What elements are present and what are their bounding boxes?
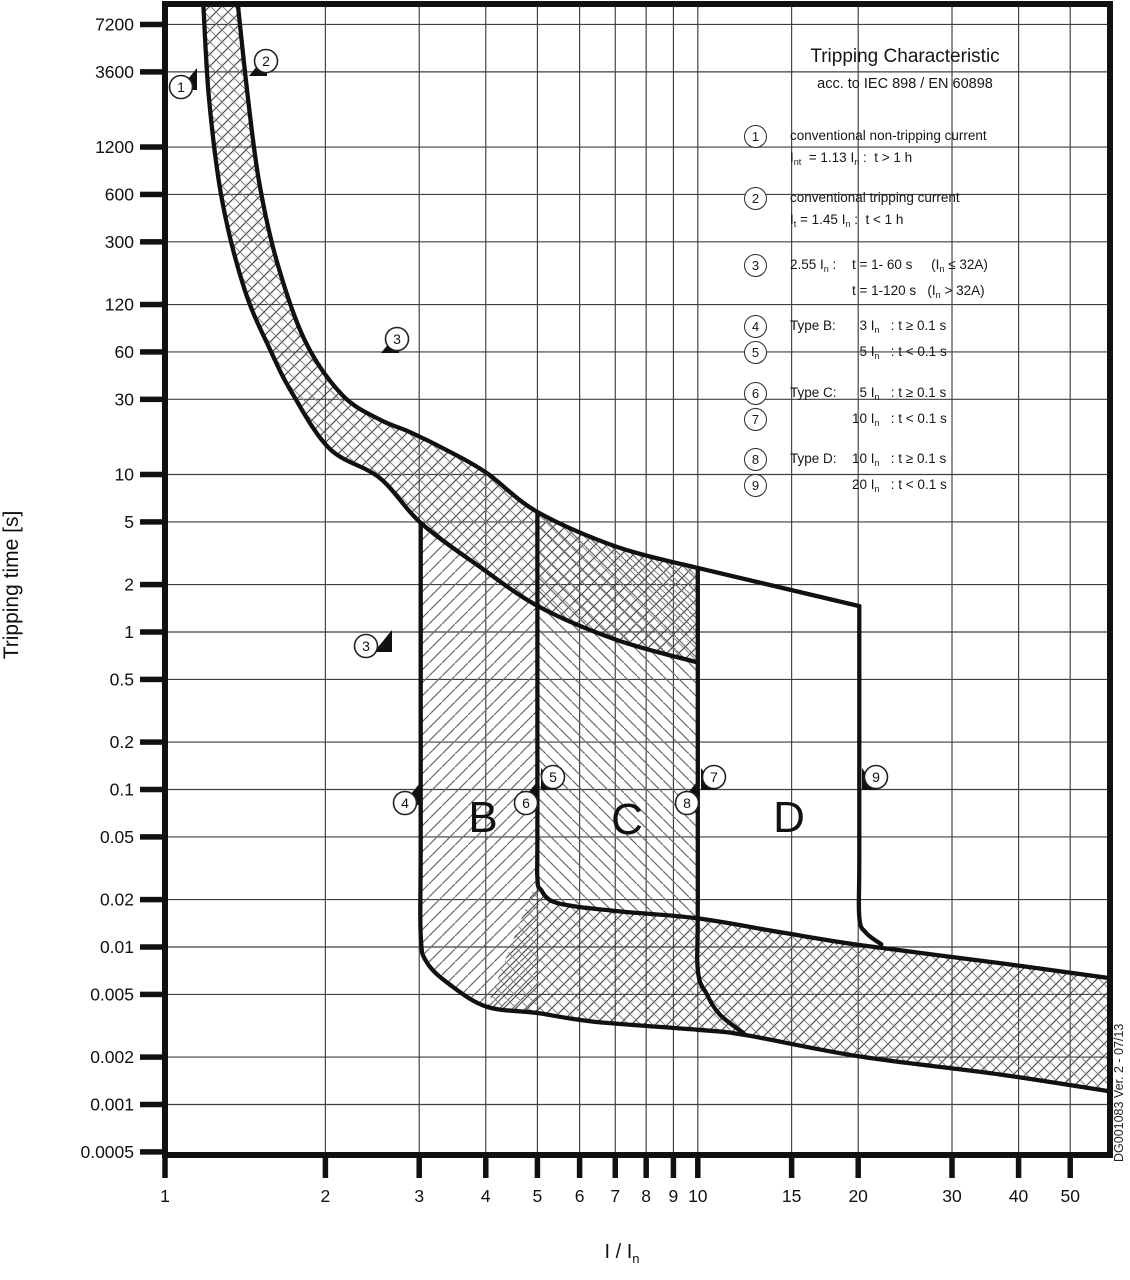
y-tick-label: 0.1 [109, 779, 134, 800]
legend-text-row-2 [790, 190, 960, 205]
text-segment: = 1.45 I [796, 212, 846, 227]
subscript: t [793, 219, 797, 229]
subscript: n [854, 157, 860, 167]
subscript: n [874, 325, 880, 335]
legend-item-number-1: 1 [744, 125, 767, 148]
y-tick-label: 300 [104, 231, 134, 252]
text-segment: conventional tripping current [790, 190, 960, 205]
legend-item-number-8: 8 [744, 448, 767, 471]
text-segment: t = 1- 60 s (I [852, 257, 940, 272]
legend-text-row-8 [852, 318, 946, 335]
marker-number-6: 6 [522, 795, 530, 811]
y-tick-label: 5 [124, 511, 134, 532]
x-tick [162, 1155, 168, 1178]
subscript: n [845, 219, 851, 229]
text-segment: : t < 1 h [850, 212, 904, 227]
x-tick [577, 1155, 583, 1178]
text-segment: t = 1-120 s (I [852, 283, 936, 298]
x-tick [1067, 1155, 1073, 1178]
y-tick-label: 30 [114, 389, 134, 410]
legend-item-number-5: 5 [744, 341, 767, 364]
y-tick [140, 992, 165, 998]
text-segment: ≤ 32A) [944, 257, 988, 272]
x-tick-label: 15 [781, 1186, 802, 1206]
x-tick-label: 7 [610, 1186, 621, 1206]
x-tick-label: 10 [688, 1186, 708, 1206]
text-segment: I [790, 212, 794, 227]
y-tick [140, 302, 165, 308]
marker-number-9: 9 [872, 769, 880, 785]
x-tick [855, 1155, 861, 1178]
y-tick-label: 1200 [95, 137, 134, 158]
legend-title: Tripping Characteristic [810, 46, 1000, 67]
legend-text-row-13 [790, 451, 837, 466]
x-tick-label: 3 [414, 1186, 425, 1206]
y-tick-label: 0.01 [99, 937, 134, 957]
y-tick [140, 192, 165, 198]
x-tick [695, 1155, 701, 1178]
subscript: n [935, 290, 941, 300]
y-tick-label: 0.02 [99, 889, 134, 910]
y-tick [140, 472, 165, 478]
y-tick-label: 7200 [95, 14, 134, 35]
x-tick [789, 1155, 795, 1178]
y-tick [140, 629, 165, 635]
text-segment: : t < 0.1 s [879, 344, 947, 359]
y-tick [140, 677, 165, 683]
x-tick [416, 1155, 422, 1178]
marker-number-4: 4 [401, 795, 409, 811]
legend-text-row-1 [790, 150, 912, 167]
text-segment: 5 I [852, 344, 875, 359]
y-tick-label: 0.5 [109, 669, 134, 690]
x-tick [483, 1155, 489, 1178]
text-segment: : t ≥ 0.1 s [879, 385, 947, 400]
y-tick-label: 0.001 [90, 1094, 134, 1115]
y-tick [140, 397, 165, 403]
subscript: nt [793, 157, 802, 167]
subscript: n [939, 264, 945, 274]
y-tick-label: 60 [114, 341, 134, 362]
subscript: n [874, 392, 880, 402]
x-tick-label: 2 [320, 1186, 331, 1206]
y-tick [140, 582, 165, 588]
y-tick-label: 10 [114, 464, 134, 485]
x-tick-label: 6 [574, 1186, 585, 1206]
y-tick-label: 600 [104, 184, 134, 205]
subscript: n [874, 458, 880, 468]
text-segment: : [828, 257, 837, 272]
legend-item-number-6: 6 [744, 382, 767, 405]
y-tick [140, 1102, 165, 1108]
legend-item-number-7: 7 [744, 408, 767, 431]
y-tick [140, 519, 165, 525]
legend-text-row-4 [790, 257, 836, 274]
text-segment: : t ≥ 0.1 s [879, 318, 947, 333]
y-tick-label: 1 [124, 622, 134, 642]
marker-number-3: 3 [393, 331, 401, 347]
legend-text-row-12 [852, 411, 947, 428]
x-tick [671, 1155, 677, 1178]
x-tick-label: 20 [848, 1186, 868, 1206]
x-tick [1016, 1155, 1022, 1178]
text-segment: Type C: [790, 385, 837, 400]
legend-item-number-4: 4 [744, 315, 767, 338]
marker-number-3: 3 [362, 638, 370, 654]
y-tick [140, 739, 165, 745]
legend-text-row-14 [852, 451, 946, 468]
text-segment: conventional non-tripping current [790, 128, 987, 143]
text-segment: Type D: [790, 451, 837, 466]
magnetic-band [487, 878, 1111, 1091]
document-id-note: DG001083 Ver. 2 - 07/13 [1112, 1023, 1126, 1162]
subscript: n [874, 484, 880, 494]
subscript: n [874, 418, 880, 428]
y-tick [140, 834, 165, 840]
marker-number-2: 2 [262, 53, 270, 69]
y-tick [140, 787, 165, 793]
legend-item-number-2: 2 [744, 187, 767, 210]
marker-number-1: 1 [177, 79, 185, 95]
curve-2 [698, 568, 860, 606]
legend-text-row-0 [790, 128, 987, 143]
y-tick-label: 2 [124, 574, 134, 595]
text-segment: 10 I [852, 411, 875, 426]
legend-subtitle: acc. to IEC 898 / EN 60898 [817, 76, 993, 92]
y-tick [140, 349, 165, 355]
text-segment: > 32A) [940, 283, 985, 298]
zone-c-hatch [537, 512, 697, 918]
x-axis-title: I / $I_n$ [604, 1241, 640, 1266]
x-tick-label: 8 [641, 1186, 652, 1206]
legend-text-row-5 [852, 257, 988, 274]
legend-text-row-11 [852, 385, 946, 402]
text-segment: : t > 1 h [859, 150, 913, 165]
y-tick-label: 120 [104, 294, 134, 315]
text-segment: : t < 0.1 s [879, 411, 947, 426]
x-tick [643, 1155, 649, 1178]
y-tick-label: 0.0005 [80, 1141, 134, 1162]
y-tick [140, 944, 165, 950]
x-tick [535, 1155, 541, 1178]
legend-text-row-3 [790, 212, 903, 229]
text-segment: 2.55 I [790, 257, 824, 272]
x-tick-label: 40 [1008, 1186, 1029, 1206]
x-tick [613, 1155, 619, 1178]
text-segment: 10 I [852, 451, 875, 466]
subscript: n [823, 264, 829, 274]
x-tick [949, 1155, 955, 1178]
x-tick-label: 50 [1060, 1186, 1080, 1206]
marker-number-7: 7 [710, 769, 718, 785]
text-segment: 5 I [852, 385, 875, 400]
marker-number-8: 8 [683, 795, 691, 811]
y-tick-label: 0.2 [109, 732, 134, 753]
y-tick-label: 3600 [95, 61, 134, 82]
text-segment: : t < 0.1 s [879, 477, 947, 492]
y-tick [140, 1054, 165, 1060]
legend-text-row-10 [790, 385, 837, 400]
legend-text-row-15 [852, 477, 947, 494]
y-axis-title: Tripping time [s] [0, 510, 23, 660]
legend-text-row-9 [852, 344, 947, 361]
y-tick-label: 0.005 [90, 984, 134, 1005]
legend-item-number-3: 3 [744, 254, 767, 277]
x-tick [323, 1155, 329, 1178]
legend-text-row-6 [852, 283, 985, 300]
x-tick-label: 9 [668, 1186, 679, 1206]
y-tick [140, 144, 165, 150]
x-tick-label: 4 [480, 1186, 491, 1206]
x-tick-label: 5 [532, 1186, 543, 1206]
hatched-zones [203, 4, 1110, 1091]
zone-letter-B: B [468, 793, 498, 842]
y-tick [140, 69, 165, 75]
subscript: n [874, 351, 880, 361]
zone-letter-C: C [611, 795, 643, 844]
text-segment: 20 I [852, 477, 875, 492]
legend-text-row-7 [790, 318, 836, 333]
marker-number-5: 5 [549, 769, 557, 785]
y-tick-label: 0.002 [90, 1047, 134, 1068]
zone-letter-D: D [773, 793, 805, 842]
y-tick [140, 1149, 165, 1155]
text-segment: : t ≥ 0.1 s [879, 451, 947, 466]
y-tick [140, 897, 165, 903]
text-segment: Type B: [790, 318, 836, 333]
y-tick [140, 22, 165, 28]
x-tick-label: 1 [160, 1186, 170, 1206]
legend-item-number-9: 9 [744, 474, 767, 497]
text-segment: 3 I [852, 318, 875, 333]
y-tick [140, 239, 165, 245]
text-segment: I [790, 150, 794, 165]
y-tick-label: 0.05 [99, 826, 134, 847]
text-segment: = 1.13 I [801, 150, 855, 165]
x-tick-label: 30 [942, 1186, 962, 1206]
